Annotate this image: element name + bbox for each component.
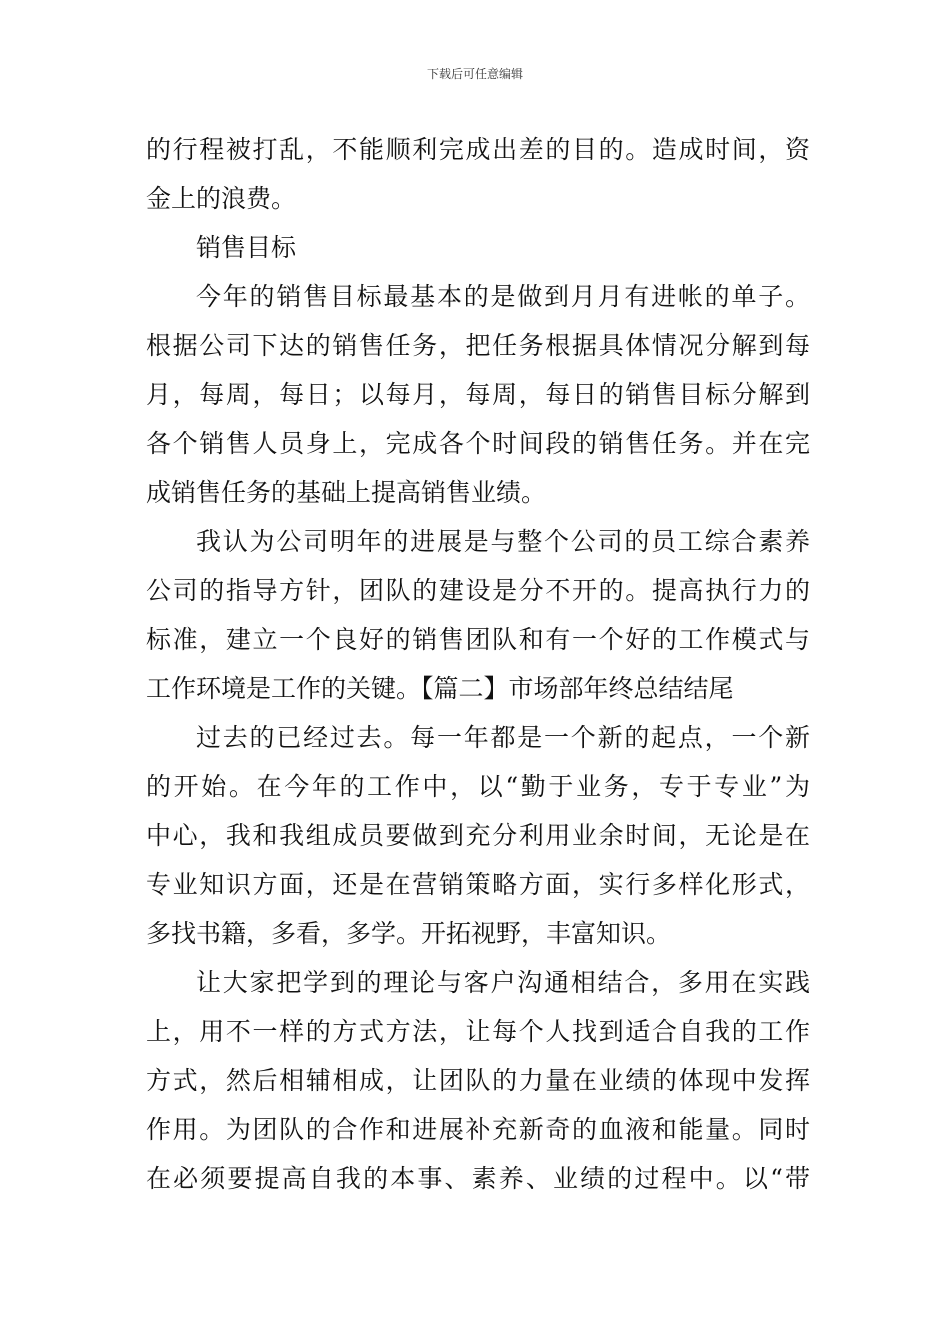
text-line: 月，每周，每日；以每月，每周，每日的销售目标分解到 xyxy=(146,380,810,409)
text-line: 成销售任务的基础上提高销售业绩。 xyxy=(146,478,547,507)
text-line: 今年的销售目标最基本的是做到月月有进帐的单子。 xyxy=(196,282,810,311)
text-line: 工作环境是工作的关键。【篇二】市场部年终总结结尾 xyxy=(146,674,734,703)
text-line: 根据公司下达的销售任务，把任务根据具体情况分解到每 xyxy=(146,331,810,360)
text-line: 在必须要提高自我的本事、素养、业绩的过程中。以“带 xyxy=(146,1164,810,1193)
section-heading: 销售目标 xyxy=(196,233,297,262)
text-line: 中心，我和我组成员要做到充分利用业余时间，无论是在 xyxy=(146,821,810,850)
text-line: 过去的已经过去。每一年都是一个新的起点，一个新 xyxy=(196,723,810,752)
document-body xyxy=(146,125,810,1203)
text-line: 各个销售人员身上，完成各个时间段的销售任务。并在完 xyxy=(146,429,810,458)
text-line: 的行程被打乱，不能顺利完成出差的目的。造成时间，资 xyxy=(146,135,810,164)
page-header-note: 下载后可任意编辑 xyxy=(426,67,523,81)
text-line: 方式，然后相辅相成，让团队的力量在业绩的体现中发挥 xyxy=(146,1066,810,1095)
text-line: 多找书籍，多看，多学。开拓视野，丰富知识。 xyxy=(146,919,672,948)
text-line: 标准，建立一个良好的销售团队和有一个好的工作模式与 xyxy=(146,625,810,654)
text-line: 金上的浪费。 xyxy=(146,184,297,213)
text-line: 上，用不一样的方式方法，让每个人找到适合自我的工作 xyxy=(146,1017,810,1046)
text-line: 我认为公司明年的进展是与整个公司的员工综合素养 xyxy=(196,527,810,556)
text-line: 专业知识方面，还是在营销策略方面，实行多样化形式， xyxy=(146,870,810,899)
text-line: 让大家把学到的理论与客户沟通相结合，多用在实践 xyxy=(196,968,810,997)
text-line: 的开始。在今年的工作中，以“勤于业务，专于专业”为 xyxy=(146,772,810,801)
text-line: 作用。为团队的合作和进展补充新奇的血液和能量。同时 xyxy=(146,1115,810,1144)
text-line: 公司的指导方针，团队的建设是分不开的。提高执行力的 xyxy=(146,576,810,605)
